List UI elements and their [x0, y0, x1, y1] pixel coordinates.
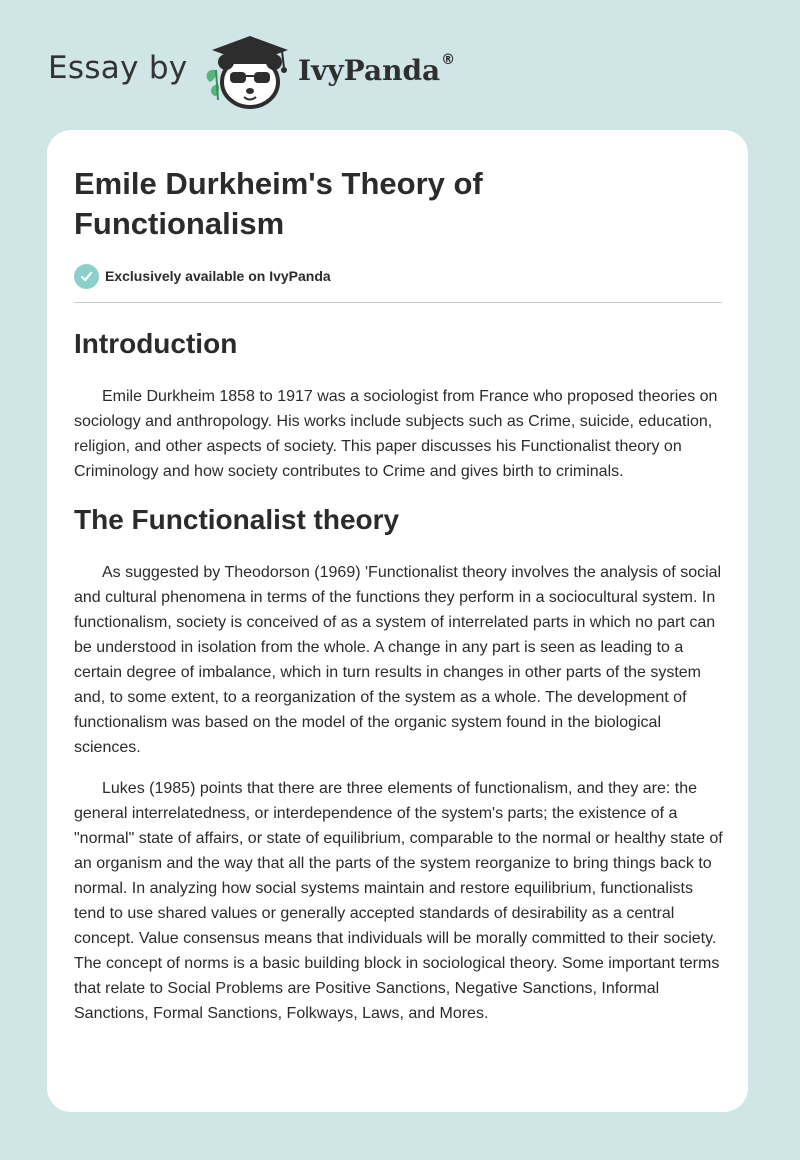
site-header [48, 34, 548, 110]
paragraph: Emile Durkheim 1858 to 1917 was a sociologist from France who proposed theories on sociology and anthropology. His works include subjects such as Crime, suicide, education, religion, and other aspects of society. This paper discusses his Functionalist theory on Criminology and how society contributes to Crime and gives birth to criminals. [74, 388, 718, 480]
section-heading-functionalist-theory: The Functionalist theory [74, 504, 400, 535]
essay-card [47, 130, 748, 1112]
section-heading-introduction: Introduction [74, 328, 238, 359]
paragraph: As suggested by Theodorson (1969) 'Functionalist theory involves the analysis of social and cultural phenomena in terms of the functions they perform in a sociocultural system. In functionalism, society is conceived of as a system of interrelated parts in which no part can be understood in isolation from the whole. A change in any part is seen as leading to a certain degree of imbalance, which in turn results in changes in other parts of the system and, to some extent, to a reorganization of the system as a whole. The development of functionalism was based on the model of the organic system found in the biological sciences. [74, 564, 722, 756]
registered-mark: ® [441, 52, 456, 68]
divider [74, 302, 722, 303]
brand-name[interactable] [298, 54, 455, 87]
checkmark-icon [74, 264, 99, 289]
page-title: Emile Durkheim's Theory of Functionalism [74, 166, 483, 241]
article-body [74, 324, 724, 1026]
brand-text: IvyPanda [298, 54, 441, 87]
badge-text: Exclusively available on IvyPanda [105, 268, 331, 284]
essay-by-label: Essay by [48, 50, 188, 86]
panda-logo-icon[interactable] [202, 34, 292, 110]
exclusive-badge [74, 263, 331, 289]
paragraph: Lukes (1985) points that there are three elements of functionalism, and they are: the general interrelatedness, or interdependence of the system's parts; the existence of a "normal" state of affairs, or state of equilibrium, comparable to the normal or healthy state of an organism and the way that all the parts of the system reorganize to bring things back to normal. In analyzing how social systems maintain and restore equilibrium, functionalists tend to use shared values or generally accepted standards of desirability as a central concept. Value consensus means that individuals will be morally committed to their society. The concept of norms is a basic building block in sociological theory. Some important terms that relate to Social Problems are Positive Sanctions, Negative Sanctions, Informal Sanctions, Formal Sanctions, Folkways, Laws, and Mores. [74, 780, 723, 1022]
